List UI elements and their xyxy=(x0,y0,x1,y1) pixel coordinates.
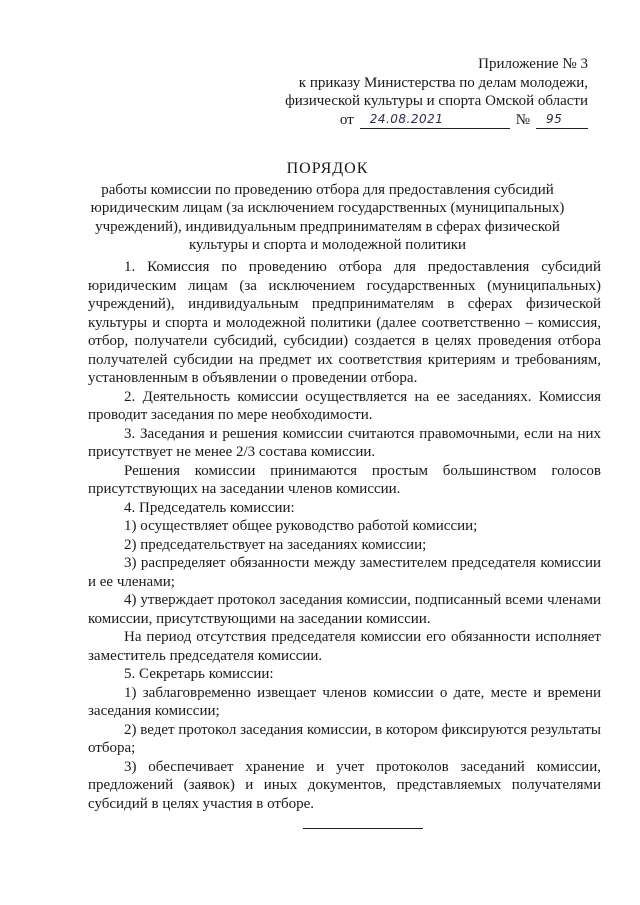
appendix-number: Приложение № 3 xyxy=(478,56,588,72)
paragraph: 3) распределяет обязанности между заместителем председателя комиссии и ее членами; xyxy=(88,555,601,590)
paragraph: 4) утверждает протокол заседания комиссии, подписанный всеми членами комиссии, присутствующими на заседании комиссии. xyxy=(88,592,601,627)
paragraph: 3) обеспечивает хранение и учет протоколов заседаний комиссии, предложений (заявок) и иных документов, представляемых получателями субсидий в целях участия в отборе. xyxy=(88,758,601,812)
order-reference: к приказу Министерства по делам молодежи, xyxy=(298,74,588,91)
title-line-4: культуры и спорта и молодежной политики xyxy=(188,237,467,253)
paragraph: 4. Председатель комиссии: xyxy=(124,499,295,516)
number-field xyxy=(536,112,588,129)
paragraph: 3. Заседания и решения комиссии считаются правомочными, если на них присутствует не менее 2/3 состава комиссии. xyxy=(88,425,601,460)
ministry-name: физической культуры и спорта Омской области xyxy=(285,93,588,109)
paragraph: Решения комиссии принимаются простым большинством голосов присутствующих на заседании членов комиссии. xyxy=(88,462,601,497)
end-divider xyxy=(303,828,423,829)
paragraph: На период отсутствия председателя комиссии его обязанности исполняет заместитель председателя комиссии. xyxy=(88,629,601,664)
paragraph: 2) ведет протокол заседания комиссии, в котором фиксируются результаты отбора; xyxy=(88,721,601,756)
title-line-1: работы комиссии по проведению отбора для предоставления субсидий xyxy=(101,181,554,198)
paragraph: 1) заблаговременно извещает членов комиссии о дате, месте и времени заседания комиссии; xyxy=(88,684,601,719)
handwritten-number: 95 xyxy=(546,111,563,126)
title-heading: ПОРЯДОК xyxy=(286,160,369,177)
title-line-2: юридическим лицам (за исключением государственных (муниципальных) xyxy=(90,200,565,216)
date-number-line xyxy=(258,111,588,130)
paragraph: 5. Секретарь комиссии: xyxy=(124,666,274,682)
appendix-header xyxy=(258,55,588,129)
paragraph: 1) осуществляет общее руководство работой комиссии; xyxy=(124,518,478,534)
paragraph: 2. Деятельность комиссии осуществляется на ее заседаниях. Комиссия проводит заседания по мере необходимости. xyxy=(88,388,601,423)
date-prefix: от xyxy=(339,111,354,128)
title-line-3: учреждений), индивидуальным предпринимателям в сферах физической xyxy=(95,218,560,235)
document-body xyxy=(88,258,601,813)
date-field xyxy=(360,112,510,129)
paragraph: 2) председательствует на заседаниях комиссии; xyxy=(124,536,427,553)
document-title xyxy=(80,160,575,255)
handwritten-date: 24.08.2021 xyxy=(369,111,444,126)
number-prefix: № xyxy=(515,111,530,128)
paragraph: 1. Комиссия по проведению отбора для предоставления субсидий юридическим лицам (за исключением государственных (муниципальных) учреждений), индивидуальным предпринимателям в сферах физической культуры и спорта и молодежной политики (далее соответственно – комиссия, отбор, получатели субсидий, субсидии) создается в целях проведения отбора получателей субсидии на предмет их соответствия критериям и требованиям, установленным в объявлении о проведении отбора. xyxy=(88,259,601,386)
